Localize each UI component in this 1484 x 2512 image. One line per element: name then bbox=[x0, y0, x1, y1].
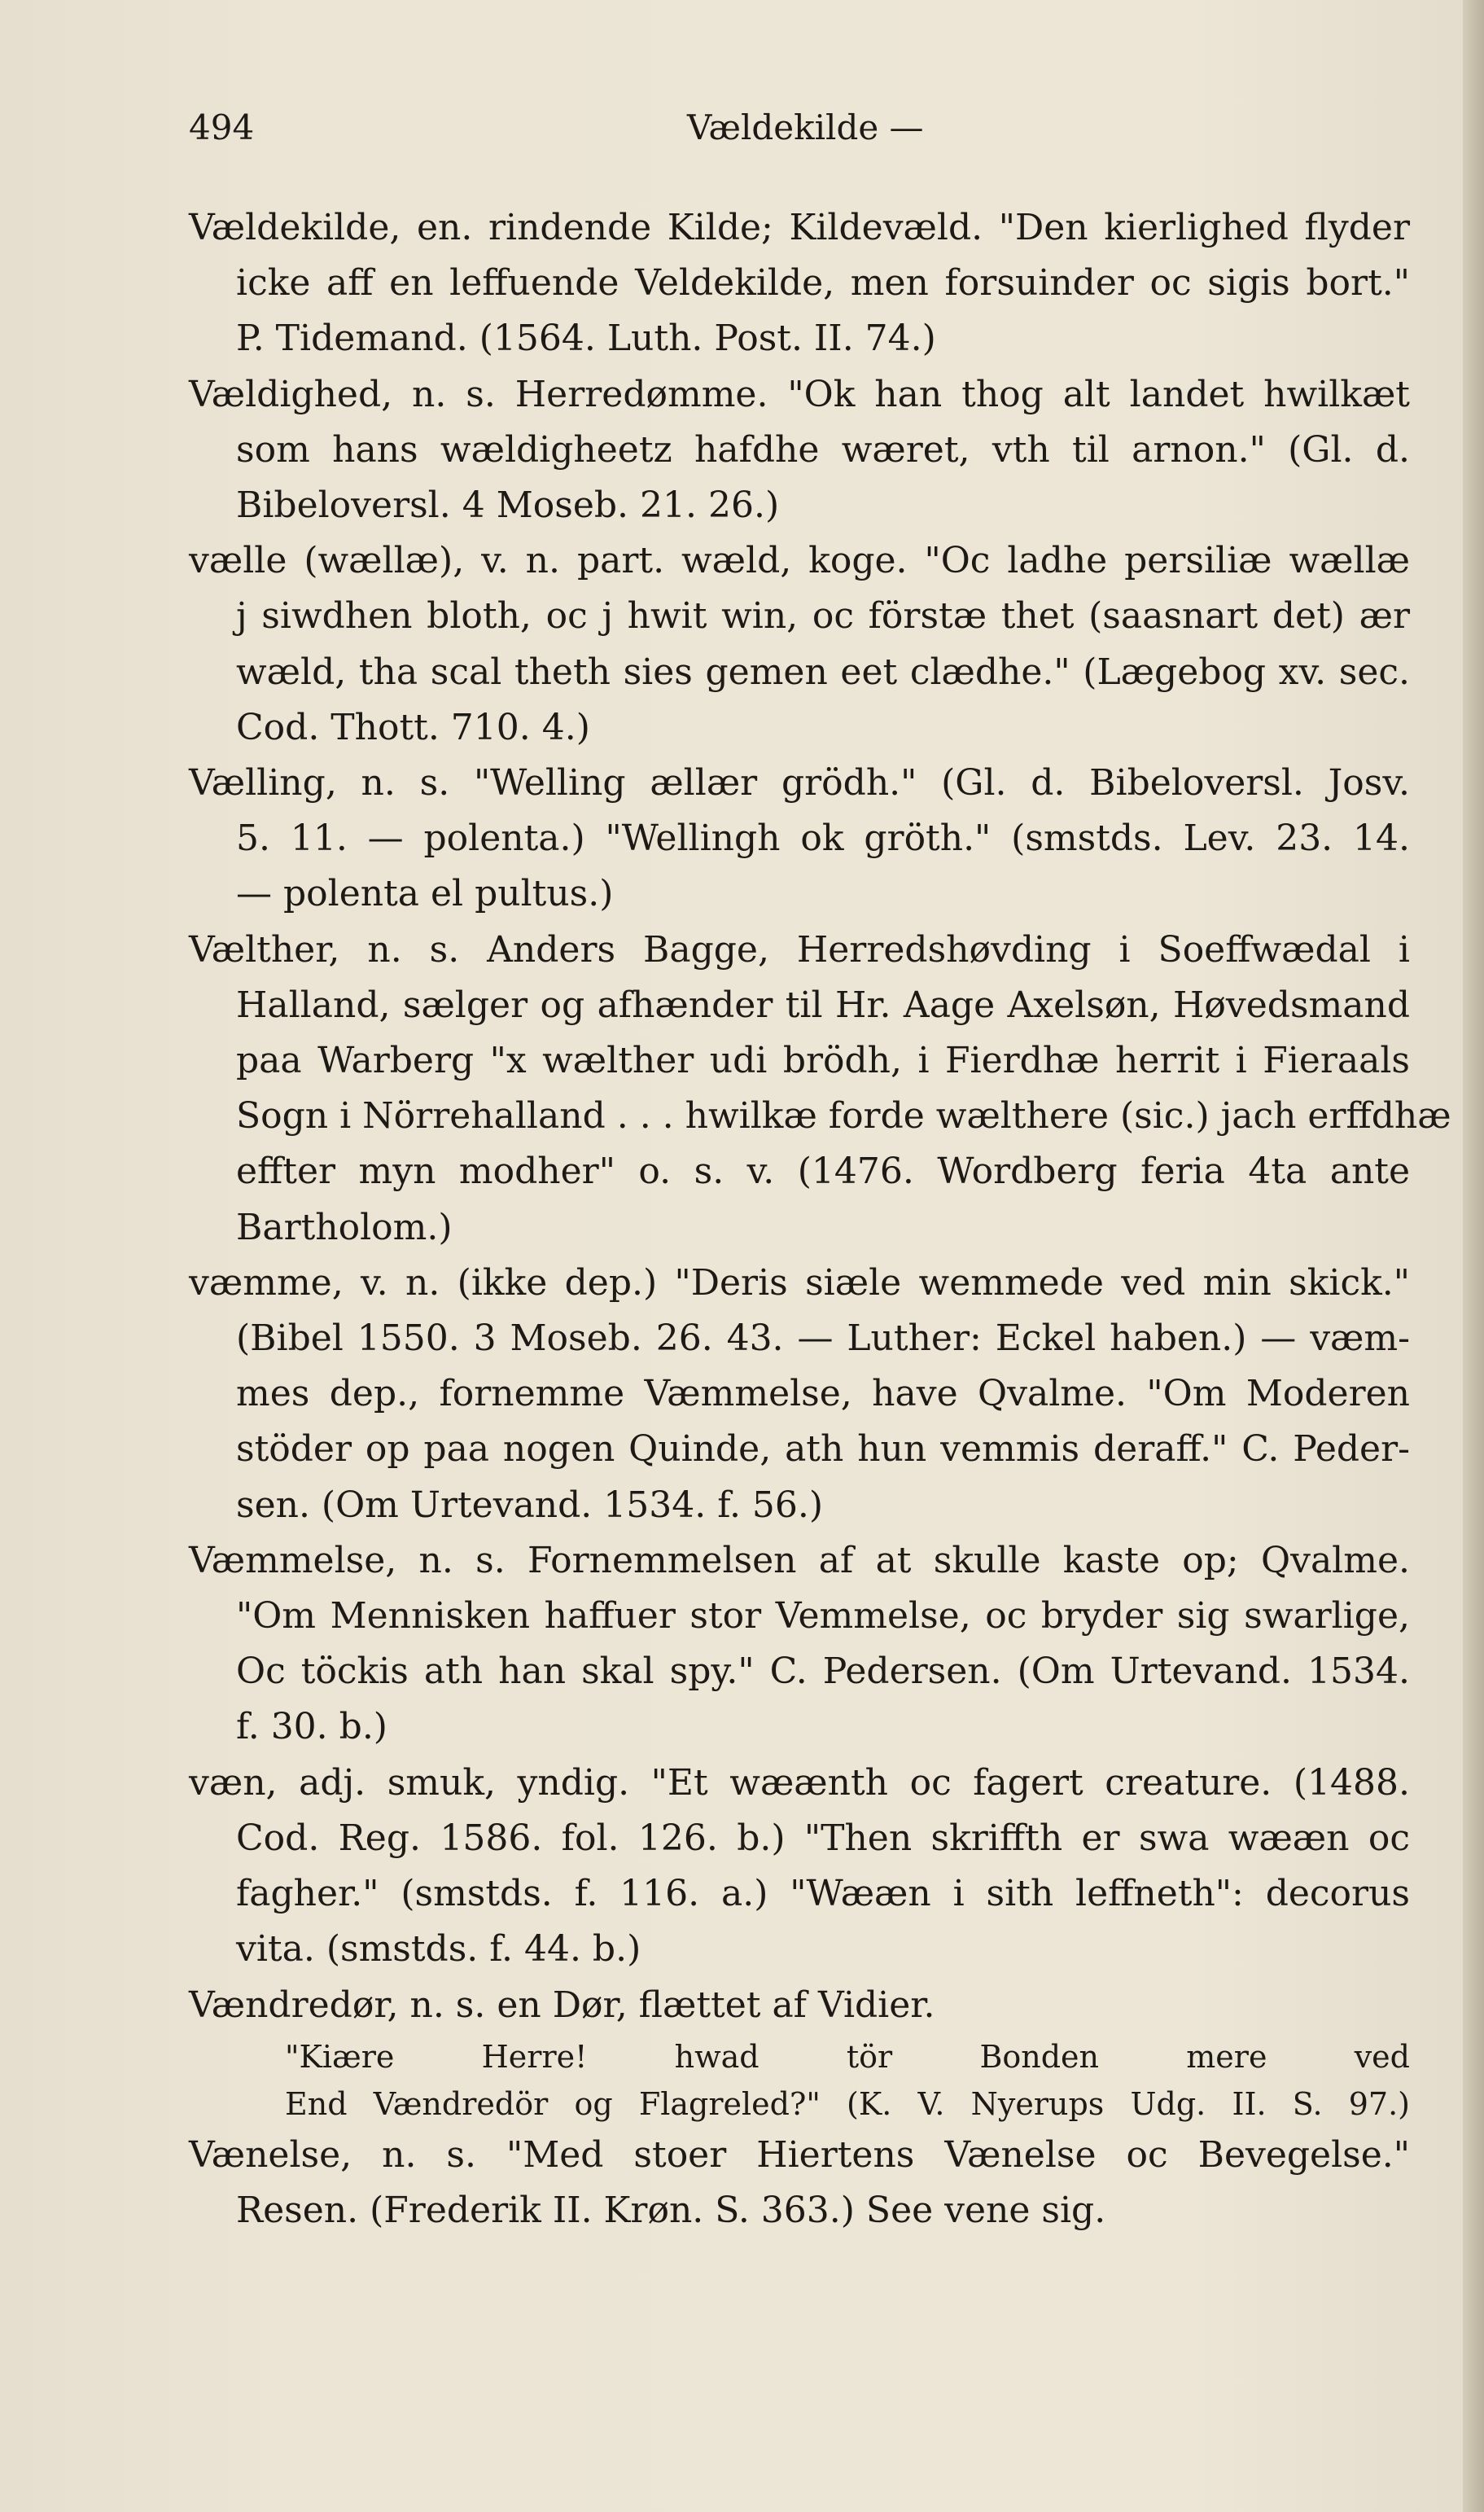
entry-line: Bibeloversl. 4 Moseb. 21. 26.) bbox=[236, 484, 780, 527]
entry-line: (Bibel 1550. 3 Moseb. 26. 43. — Luther: Eckel haben.) — væm- bbox=[236, 1317, 1410, 1360]
entry-line: Oc töckis ath han skal spy." C. Pedersen. (Om Urtevand. 1534. bbox=[236, 1651, 1410, 1693]
dictionary-entries bbox=[189, 200, 1451, 2238]
verse-quote bbox=[189, 2033, 1410, 2128]
entry bbox=[189, 1978, 1410, 2128]
entry-line: effter myn modher" o. s. v. (1476. Wordberg feria 4ta ante bbox=[236, 1151, 1410, 1193]
entry bbox=[189, 367, 1410, 534]
entry bbox=[189, 756, 1410, 923]
entry-line: Væmmelse, n. s. Fornemmelsen af at skulle kaste op; Qvalme. bbox=[189, 1539, 1410, 1581]
entry bbox=[189, 1256, 1410, 1533]
entry-line: Vælther, n. s. Anders Bagge, Herredshøvding i Soeffwædal i bbox=[189, 928, 1410, 971]
page-gutter bbox=[1463, 0, 1484, 2512]
entry-line: Vældighed, n. s. Herredømme. "Ok han thog alt landet hwilkæt bbox=[189, 373, 1410, 415]
entry bbox=[189, 2128, 1410, 2238]
entry-line: sen. (Om Urtevand. 1534. f. 56.) bbox=[236, 1484, 824, 1526]
entry-line: — polenta el pultus.) bbox=[236, 873, 614, 915]
entry-line: wæld, tha scal theth sies gemen eet clædhe." (Lægebog xv. sec. bbox=[236, 651, 1410, 693]
entry-line: Vænelse, n. s. "Med stoer Hiertens Vænelse oc Bevegelse." bbox=[189, 2133, 1410, 2176]
entry bbox=[189, 923, 1451, 1256]
entry-line: væmme, v. n. (ikke dep.) "Deris siæle wemmede ved min skick." bbox=[189, 1261, 1410, 1304]
entry-line: paa Warberg "x wælther udi brödh, i Fierdhæ herrit i Fieraals bbox=[236, 1040, 1410, 1082]
quote-line: "Kiære Herre! hwad tör Bonden mere ved bbox=[285, 2038, 1410, 2075]
entry-line: P. Tidemand. (1564. Luth. Post. II. 74.) bbox=[236, 318, 936, 360]
entry-line: Bartholom.) bbox=[236, 1206, 453, 1248]
running-head: Vældekilde — bbox=[687, 107, 924, 147]
entry-line: j siwdhen bloth, oc j hwit win, oc förstæ thet (saasnart det) ær bbox=[236, 595, 1410, 638]
entry-line: vælle (wællæ), v. n. part. wæld, koge. "Oc ladhe persiliæ wællæ bbox=[189, 540, 1410, 582]
entry-line: stöder op paa nogen Quinde, ath hun vemmis deraff." C. Peder- bbox=[236, 1428, 1410, 1471]
entry-line: 5. 11. — polenta.) "Wellingh ok gröth." (smstds. Lev. 23. 14. bbox=[236, 818, 1410, 860]
entry bbox=[189, 533, 1410, 756]
entry bbox=[189, 200, 1410, 367]
entry-line: icke aff en leffuende Veldekilde, men forsuinder oc sigis bort." bbox=[236, 262, 1410, 305]
entry-line: som hans wældigheetz hafdhe wæret, vth til arnon." (Gl. d. bbox=[236, 428, 1410, 471]
entry bbox=[189, 1756, 1410, 1978]
entry-line: Cod. Reg. 1586. fol. 126. b.) "Then skriffth er swa wææn oc bbox=[236, 1817, 1410, 1859]
entry-line: mes dep., fornemme Væmmelse, have Qvalme. "Om Moderen bbox=[236, 1373, 1410, 1415]
entry-line: "Om Mennisken haffuer stor Vemmelse, oc bryder sig swarlige, bbox=[236, 1595, 1410, 1637]
entry-line: f. 30. b.) bbox=[236, 1706, 387, 1748]
entry bbox=[189, 1533, 1410, 1756]
entry-line: Halland, sælger og afhænder til Hr. Aage Axelsøn, Høvedsmand bbox=[236, 984, 1410, 1026]
quote-line: End Vændredör og Flagreled?" (K. V. Nyerups Udg. II. S. 97.) bbox=[285, 2085, 1410, 2122]
entry-line: fagher." (smstds. f. 116. a.) "Wææn i sith leffneth": decorus bbox=[236, 1873, 1410, 1915]
page-number: 494 bbox=[189, 107, 255, 147]
entry-line: vita. (smstds. f. 44. b.) bbox=[236, 1928, 641, 1971]
entry-line: væn, adj. smuk, yndig. "Et wæænth oc fagert creature. (1488. bbox=[189, 1761, 1410, 1804]
entry-line: Cod. Thott. 710. 4.) bbox=[236, 706, 590, 748]
entry-line: Vælling, n. s. "Welling ællær grödh." (Gl. d. Bibeloversl. Josv. bbox=[189, 762, 1410, 804]
entry-line: Sogn i Nörrehalland . . . hwilkæ forde wælthere (sic.) jach erffdhæ bbox=[236, 1095, 1451, 1138]
entry-line: Vændredør, n. s. en Dør, flættet af Vidier. bbox=[189, 1984, 935, 2026]
entry-line: Resen. (Frederik II. Krøn. S. 363.) See vene sig. bbox=[236, 2189, 1106, 2231]
entry-line: Vældekilde, en. rindende Kilde; Kildevæld. "Den kierlighed flyder bbox=[189, 207, 1410, 248]
page-header bbox=[189, 107, 1410, 164]
